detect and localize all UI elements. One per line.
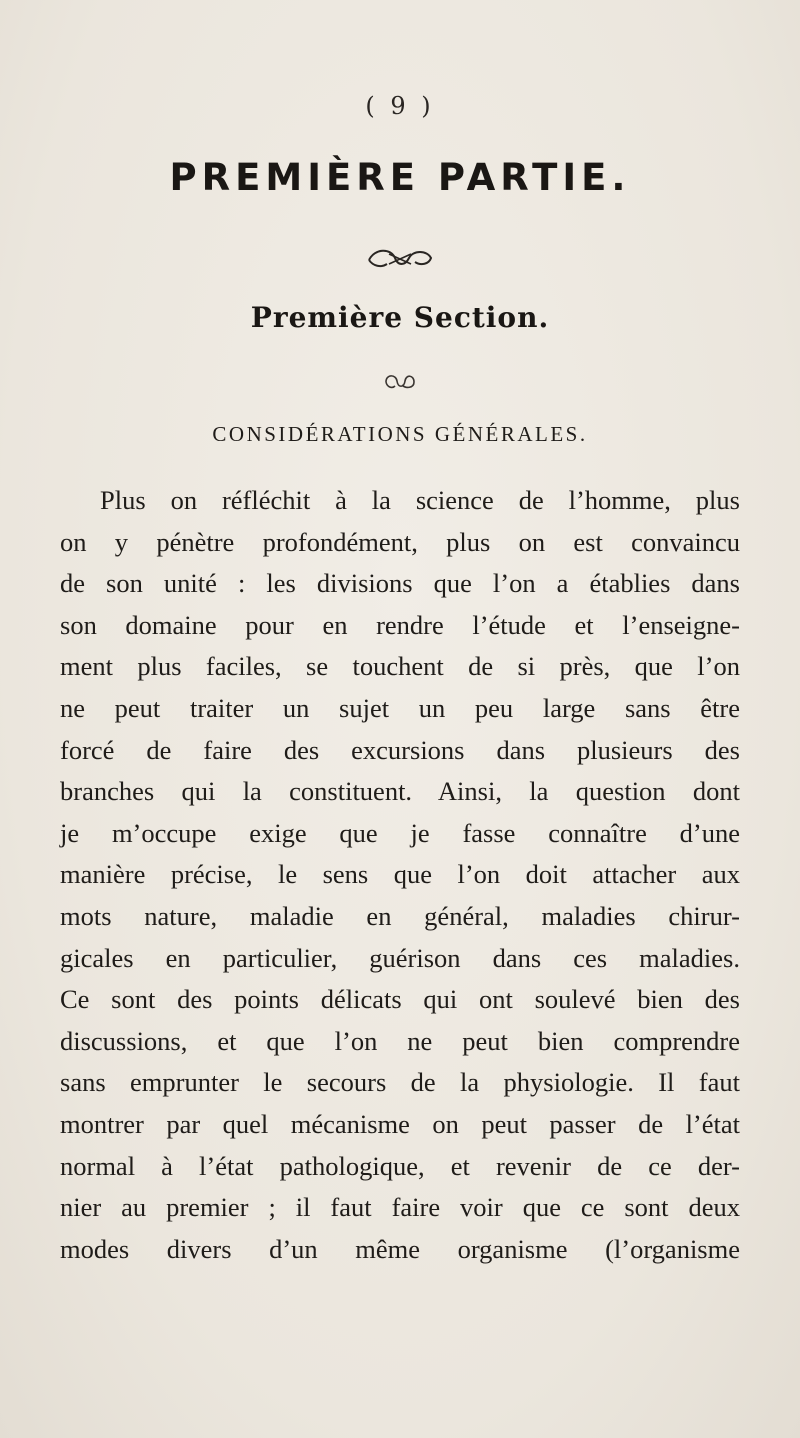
text-line: modes divers d’un même organisme (l’organisme [60,1233,740,1264]
page-number: ( 9 ) [365,92,435,120]
text-line: son domaine pour en rendre l’étude et l’enseigne- [60,609,740,640]
text-line: de son unité : les divisions que l’on a établies dans [60,568,740,599]
small-flourish-icon [380,370,420,392]
text-line: mots nature, maladie en général, maladies chirur- [60,900,740,931]
text-line: montrer par quel mécanisme on peut passer de l’état [60,1108,740,1139]
section-title: Première Section. [250,301,550,334]
text-line: nier au premier ; il faut faire voir que ce sont deux [60,1192,740,1223]
text-line: je m’occupe exige que je fasse connaître d’une [60,817,740,848]
text-line: sans emprunter le secours de la physiologie. Il faut [60,1067,740,1098]
text-line: Ce sont des points délicats qui ont soulevé bien des [60,984,740,1015]
text-line: on y pénètre profondément, plus on est convaincu [60,526,740,557]
text-line: ment plus faciles, se touchent de si près, que l’on [60,651,740,682]
text-line: discussions, et que l’on ne peut bien comprendre [60,1025,740,1056]
text-line: ne peut traiter un sujet un peu large sans être [60,692,740,723]
text-line: Plus on réfléchit à la science de l’homme, plus [100,485,740,515]
text-line: gicales en particulier, guérison dans ces maladies. [60,942,740,973]
text-line: forcé de faire des excursions dans plusieurs des [60,734,740,765]
text-line: normal à l’état pathologique, et revenir de ce der- [60,1150,740,1181]
scroll-flourish-icon [365,246,435,270]
body-paragraph [60,480,740,1270]
chapter-title: CONSIDÉRATIONS GÉNÉRALES. [212,422,588,446]
text-line: manière précise, le sens que l’on doit attacher aux [60,859,740,890]
text-line: branches qui la constituent. Ainsi, la question dont [60,776,740,807]
part-title: PREMIÈRE PARTIE. [169,156,631,199]
